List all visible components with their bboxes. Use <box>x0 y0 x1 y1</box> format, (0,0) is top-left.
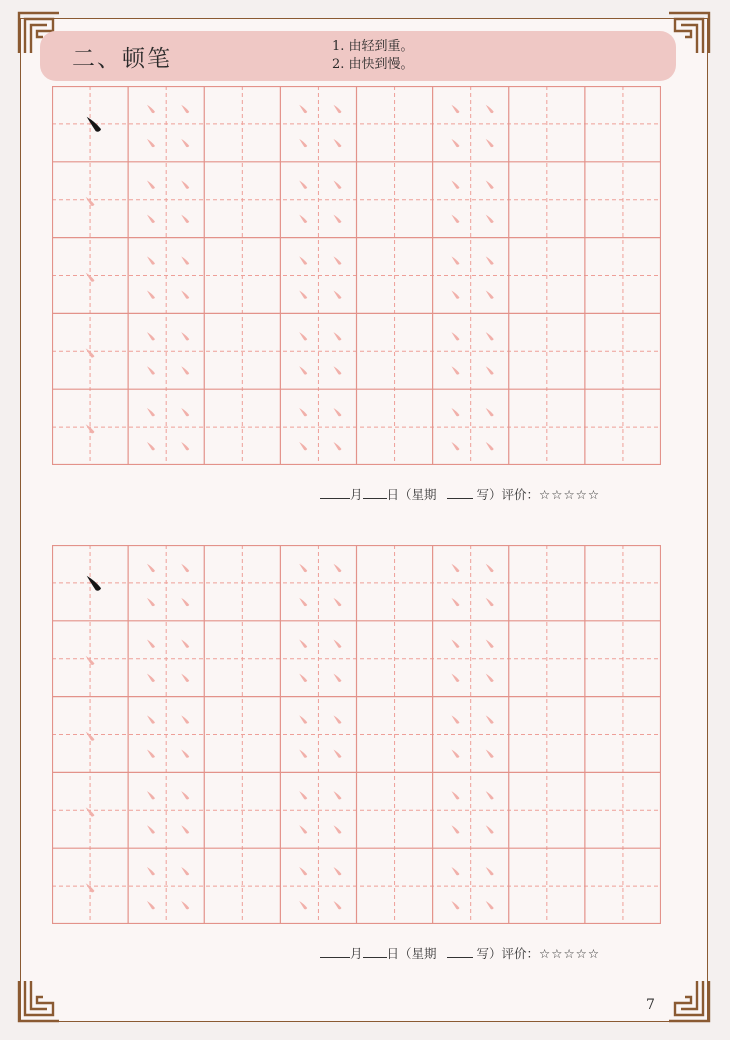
trace-stroke <box>299 867 307 875</box>
trace-stroke <box>486 105 494 113</box>
trace-stroke <box>147 867 155 875</box>
trace-stroke <box>181 901 189 909</box>
trace-stroke <box>299 408 307 416</box>
month-blank[interactable] <box>320 486 350 499</box>
trace-stroke <box>486 598 494 606</box>
trace-stroke <box>451 332 459 340</box>
trace-stroke <box>486 181 494 189</box>
trace-stroke <box>486 408 494 416</box>
trace-stroke <box>451 256 459 264</box>
trace-stroke <box>299 366 307 374</box>
weekday-blank[interactable] <box>447 486 473 499</box>
lesson-notes <box>332 38 414 74</box>
trace-stroke <box>333 215 341 223</box>
trace-stroke <box>333 366 341 374</box>
trace-stroke <box>299 901 307 909</box>
trace-stroke <box>333 640 341 648</box>
trace-stroke <box>486 867 494 875</box>
trace-stroke <box>299 598 307 606</box>
trace-stroke <box>299 139 307 147</box>
trace-stroke <box>86 273 95 282</box>
trace-stroke <box>486 442 494 450</box>
note-line: 2. 由快到慢。 <box>332 57 414 72</box>
trace-stroke <box>147 408 155 416</box>
trace-stroke <box>486 366 494 374</box>
trace-stroke <box>299 290 307 298</box>
trace-stroke <box>333 791 341 799</box>
trace-stroke <box>299 105 307 113</box>
trace-stroke <box>181 442 189 450</box>
weekday-blank[interactable] <box>447 945 473 958</box>
trace-stroke <box>333 598 341 606</box>
trace-stroke <box>333 715 341 723</box>
trace-stroke <box>299 181 307 189</box>
rating-stars[interactable]: ☆☆☆☆☆ <box>539 487 601 502</box>
trace-stroke <box>147 366 155 374</box>
trace-stroke <box>147 215 155 223</box>
trace-stroke <box>147 105 155 113</box>
trace-stroke <box>181 408 189 416</box>
trace-stroke <box>451 290 459 298</box>
trace-stroke <box>333 181 341 189</box>
trace-stroke <box>451 139 459 147</box>
trace-stroke <box>147 598 155 606</box>
lesson-title: 二、顿笔 <box>72 46 172 72</box>
trace-stroke <box>299 791 307 799</box>
trace-stroke <box>486 749 494 757</box>
trace-stroke <box>299 715 307 723</box>
page-number: 7 <box>646 997 655 1013</box>
trace-stroke <box>147 791 155 799</box>
trace-stroke <box>86 732 95 741</box>
trace-stroke <box>181 674 189 682</box>
trace-stroke <box>486 825 494 833</box>
trace-stroke <box>147 564 155 572</box>
trace-stroke <box>147 256 155 264</box>
practice-grid-bottom[interactable] <box>52 545 661 924</box>
trace-stroke <box>299 640 307 648</box>
lesson-header <box>40 31 676 81</box>
trace-stroke <box>147 674 155 682</box>
day-blank[interactable] <box>363 486 387 499</box>
trace-stroke <box>147 715 155 723</box>
trace-stroke <box>451 901 459 909</box>
trace-stroke <box>181 867 189 875</box>
trace-stroke <box>333 408 341 416</box>
trace-stroke <box>451 674 459 682</box>
trace-stroke <box>147 442 155 450</box>
trace-stroke <box>299 256 307 264</box>
trace-stroke <box>486 791 494 799</box>
trace-stroke <box>333 256 341 264</box>
corner-ornament-icon <box>666 978 712 1024</box>
trace-stroke <box>451 408 459 416</box>
trace-stroke <box>486 332 494 340</box>
trace-stroke <box>451 640 459 648</box>
trace-stroke <box>147 901 155 909</box>
trace-stroke <box>333 139 341 147</box>
trace-stroke <box>147 181 155 189</box>
trace-stroke <box>181 640 189 648</box>
trace-stroke <box>486 256 494 264</box>
trace-stroke <box>451 749 459 757</box>
trace-stroke <box>147 640 155 648</box>
trace-stroke <box>147 290 155 298</box>
trace-stroke <box>333 674 341 682</box>
trace-stroke <box>181 181 189 189</box>
trace-stroke <box>486 715 494 723</box>
trace-stroke <box>333 564 341 572</box>
trace-stroke <box>451 181 459 189</box>
trace-stroke <box>181 791 189 799</box>
trace-stroke <box>451 867 459 875</box>
date-evaluation-row: 月 日（星期 写）评价：☆☆☆☆☆ <box>320 944 600 962</box>
trace-stroke <box>86 807 95 816</box>
trace-stroke <box>451 105 459 113</box>
trace-stroke <box>299 674 307 682</box>
trace-stroke <box>181 749 189 757</box>
trace-stroke <box>147 749 155 757</box>
corner-ornament-icon <box>16 978 62 1024</box>
trace-stroke <box>299 215 307 223</box>
day-blank[interactable] <box>363 945 387 958</box>
rating-stars[interactable]: ☆☆☆☆☆ <box>539 946 601 961</box>
trace-stroke <box>333 867 341 875</box>
date-evaluation-row: 月 日（星期 写）评价：☆☆☆☆☆ <box>320 485 600 503</box>
trace-stroke <box>181 290 189 298</box>
trace-stroke <box>333 290 341 298</box>
trace-stroke <box>333 825 341 833</box>
trace-stroke <box>486 139 494 147</box>
trace-stroke <box>451 825 459 833</box>
trace-stroke <box>333 901 341 909</box>
trace-stroke <box>451 715 459 723</box>
trace-stroke <box>333 442 341 450</box>
trace-stroke <box>486 674 494 682</box>
trace-stroke <box>181 598 189 606</box>
trace-stroke <box>299 749 307 757</box>
trace-stroke <box>451 598 459 606</box>
trace-stroke <box>181 825 189 833</box>
trace-stroke <box>486 901 494 909</box>
trace-stroke <box>486 290 494 298</box>
trace-stroke <box>451 564 459 572</box>
trace-stroke <box>181 332 189 340</box>
trace-stroke <box>451 366 459 374</box>
trace-stroke <box>486 564 494 572</box>
trace-stroke <box>299 442 307 450</box>
note-line: 1. 由轻到重。 <box>332 39 414 54</box>
trace-stroke <box>486 215 494 223</box>
trace-stroke <box>486 640 494 648</box>
trace-stroke <box>299 332 307 340</box>
trace-stroke <box>181 215 189 223</box>
trace-stroke <box>451 215 459 223</box>
trace-stroke <box>147 139 155 147</box>
trace-stroke <box>299 564 307 572</box>
trace-stroke <box>451 442 459 450</box>
trace-stroke <box>181 715 189 723</box>
trace-stroke <box>181 256 189 264</box>
trace-stroke <box>181 105 189 113</box>
trace-stroke <box>299 825 307 833</box>
trace-stroke <box>451 791 459 799</box>
trace-stroke <box>181 366 189 374</box>
trace-stroke <box>86 348 95 357</box>
trace-stroke <box>147 332 155 340</box>
trace-stroke <box>333 105 341 113</box>
trace-stroke <box>147 825 155 833</box>
trace-stroke <box>181 564 189 572</box>
trace-stroke <box>333 332 341 340</box>
practice-grid-top[interactable] <box>52 86 661 465</box>
month-blank[interactable] <box>320 945 350 958</box>
trace-stroke <box>181 139 189 147</box>
trace-stroke <box>333 749 341 757</box>
